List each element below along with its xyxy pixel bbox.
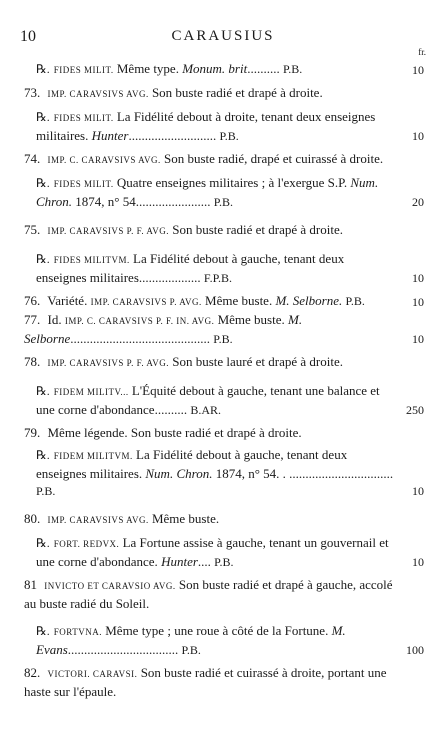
entry-number: 79. [24,425,41,440]
price: 10 [412,484,424,498]
obverse-entry [24,664,424,700]
description: Son buste radié et drapé à droite. [172,222,343,237]
reverse-entry [24,534,424,571]
description: Son buste radié et drapé à droite. [151,85,323,100]
price: 10 [412,332,424,346]
legend: IMP. CARAVSIVS AVG. [47,515,149,525]
price: 10 [412,271,424,285]
description: Son buste lauré et drapé à droite. [172,354,343,369]
entry-number: 81 [24,577,37,592]
description: Son buste radié et drapé à gauche, accolé au buste radié du Soleil. [24,577,393,611]
reverse-entry [24,446,424,500]
leader-dots: ................... [138,270,201,285]
leader-dots: ............................... [292,466,394,481]
leader-dots: .......... [154,402,188,417]
leader-dots: ....................... [135,194,211,209]
legend: IMP. C. CARAVSIVS P. F. IN. AVG. [64,316,215,326]
entry-number: 78. [24,354,41,369]
reference: Hunter [161,554,198,569]
condition: P.B. [36,484,56,498]
description: La Fidélité debout à gauche, tenant deux enseignes militaires. [36,447,348,481]
price: 250 [406,403,424,417]
reference: Num. Chron. [36,175,379,209]
reverse-symbol: ℞. [36,110,50,124]
reference: Num. Chron. [145,466,213,481]
obverse-entry [24,221,424,240]
legend: FORTVNA. [53,627,102,637]
obverse-entry [24,576,424,612]
reference: M. Evans [36,623,346,657]
reverse-symbol: ℞. [36,384,50,398]
obverse-entry [24,84,424,103]
description: La Fidélité debout à gauche, tenant deux enseignes militaires [36,251,345,285]
leader-dots: .... [197,554,211,569]
obverse-entry [24,424,424,441]
legend: IMP. C. CARAVSIVS AVG. [47,155,161,165]
reference-detail: 1874, n° 54 [75,194,136,209]
description: L'Équité debout à gauche, tenant une balance et une corne d'abondance [36,383,380,417]
legend: FORT. REDVX. [53,539,120,549]
variety-entry [24,292,424,311]
obverse-entry [24,510,424,529]
reference-detail: 1874, n° 54. . . [215,466,293,481]
reverse-entry [24,60,424,79]
condition: P.B. [219,129,239,143]
leader-dots: .......... [247,61,280,76]
reverse-entry [24,108,424,145]
legend: FIDEM MILITV... [53,387,129,397]
reference: M. Selborne [24,312,303,346]
condition: P.B. [213,332,233,346]
variety-label: Id. [47,312,62,327]
reference: M. Selborne. [275,293,343,308]
variety-label: Variété. [47,293,88,308]
reverse-entry [24,250,424,287]
entry-number: 73. [24,85,41,100]
leader-dots: ........................................... [70,331,210,346]
entry-number: 80. [24,511,41,526]
reverse-symbol: ℞. [36,176,50,190]
price: 20 [412,195,424,209]
variety-entry [24,311,424,348]
entry-number: 74. [24,151,41,166]
condition: P.B. [214,555,234,569]
legend: FIDES MILIT. [53,179,114,189]
price: 10 [412,129,424,143]
reverse-entry [24,622,424,659]
condition: P.B. [213,195,234,209]
description: Même buste. [217,312,285,327]
leader-dots: .................................. [67,642,179,657]
description: Même buste. [205,293,273,308]
reference: Hunter [91,128,129,143]
price-column-header: fr. [418,47,426,57]
price: 10 [412,295,424,309]
obverse-entry [24,150,424,169]
condition: P.B. [282,62,303,76]
description: Son buste radié et cuirassé à droite, portant une haste sur l'épaule. [24,665,387,699]
price: 10 [412,555,424,569]
description: Son buste radié, drapé et cuirassé à droite. [163,151,384,166]
legend: IMP. CARAVSIVS P. AVG. [90,297,202,307]
reference: Monum. brit [182,61,248,76]
price: 10 [412,63,424,77]
reverse-symbol: ℞. [36,536,50,550]
entry-number: 75. [24,222,41,237]
legend: INVICTO ET CARAVSIO AVG. [44,581,176,591]
reverse-symbol: ℞. [36,252,50,266]
legend: IMP. CARAVSIVS P. F. AVG. [47,226,169,236]
page-number: 10 [20,28,36,45]
entry-number: 77. [24,312,41,327]
reverse-entry [24,174,424,211]
condition: P.B. [345,294,365,308]
description: Quatre enseignes militaires ; à l'exergue S.P. [116,175,348,190]
entry-number: 76. [24,293,41,308]
legend: VICTORI. CARAVSI. [47,669,138,679]
legend: FIDES MILIT. [53,65,114,75]
price: 100 [406,643,424,657]
coin-entries [24,60,424,700]
legend: IMP. CARAVSIVS P. F. AVG. [47,358,169,368]
running-title: CARAUSIUS [171,28,275,44]
reverse-symbol: ℞. [36,448,50,462]
legend: FIDEM MILITVM. [53,451,133,461]
legend: FIDES MILITVM. [53,255,130,265]
legend: IMP. CARAVSIVS AVG. [47,89,149,99]
description: La Fidélité debout à droite, tenant deux enseignes militaires. [36,109,376,143]
description: Même type ; une roue à côté de la Fortune. [105,623,329,638]
description: Même légende. Son buste radié et drapé à droite. [47,425,302,440]
reverse-symbol: ℞. [36,624,50,638]
reverse-entry [24,382,424,419]
legend: FIDES MILIT. [53,113,114,123]
description: La Fortune assise à gauche, tenant un gouvernail et une corne d'abondance. [36,535,389,569]
condition: P.B. [181,643,201,657]
obverse-entry [24,353,424,372]
reverse-symbol: ℞. [36,62,50,76]
leader-dots: ........................... [128,128,217,143]
description: Même buste. [151,511,220,526]
condition: F.P.B. [203,271,232,285]
description: Même type. [116,61,179,76]
entry-number: 82. [24,665,41,680]
condition: B.AR. [190,403,221,417]
